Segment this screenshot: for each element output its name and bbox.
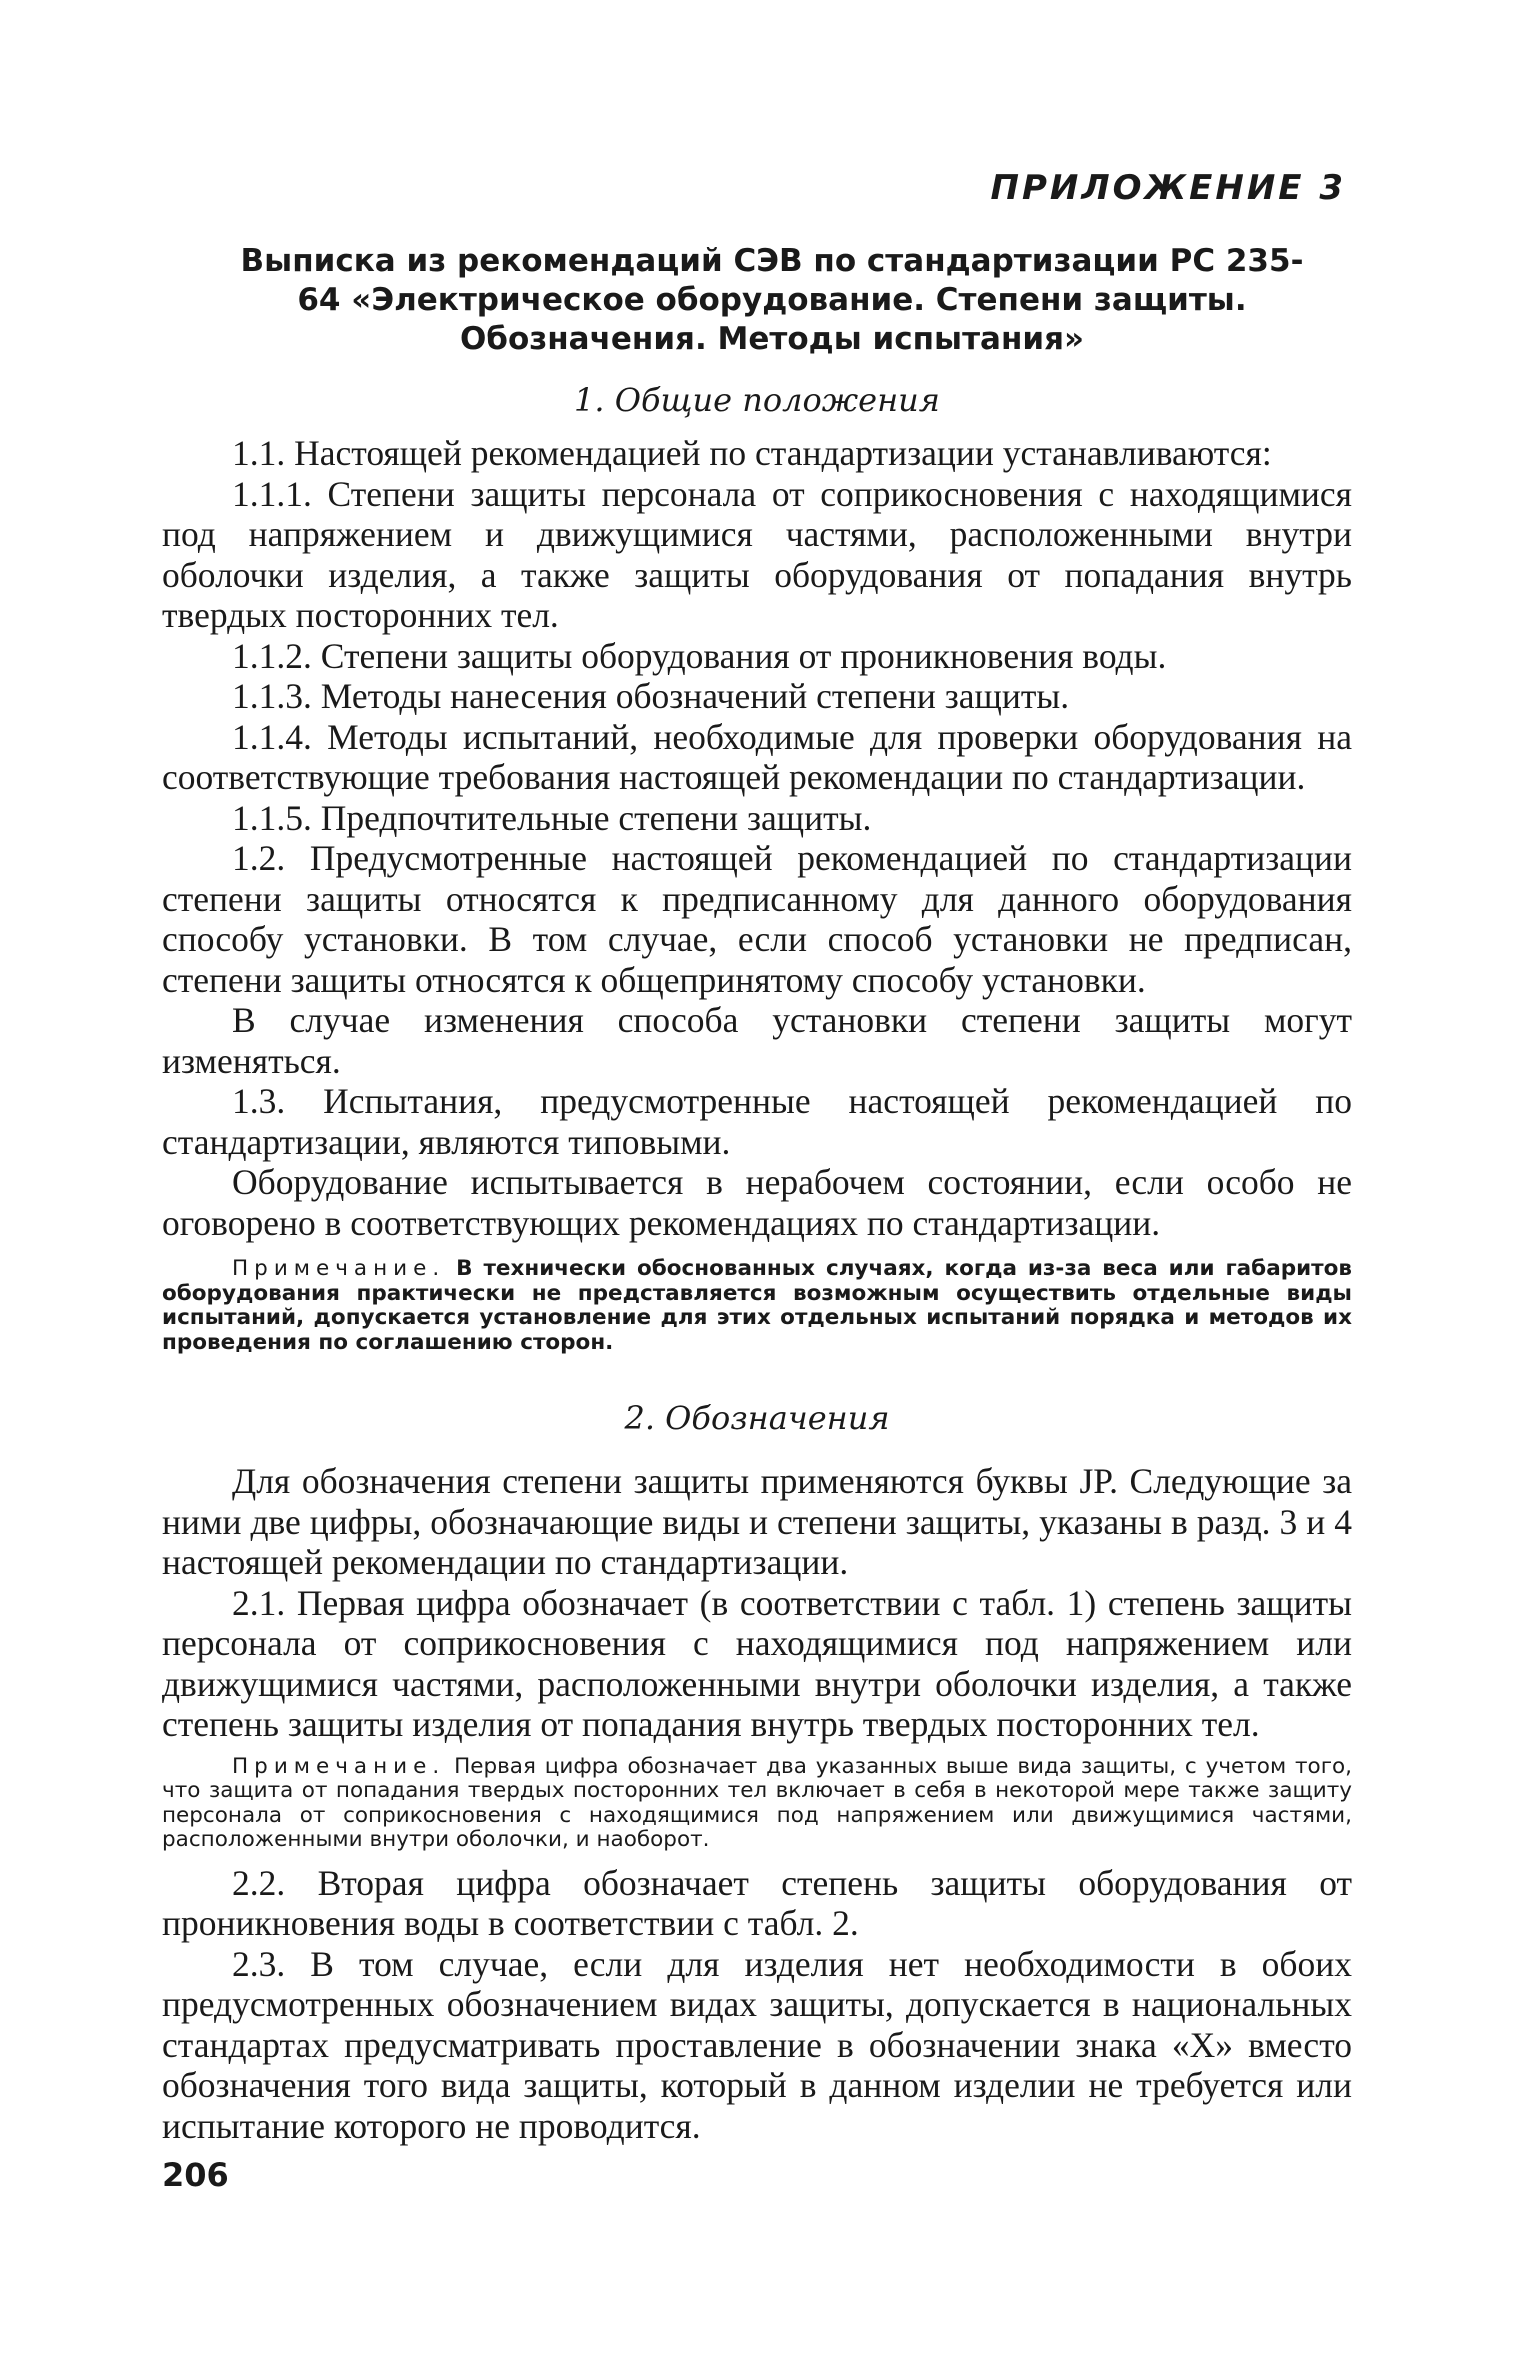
- section-2-note: [162, 1755, 1352, 1853]
- document-page: [162, 150, 1352, 2194]
- paragraph-2-1: 2.1. Первая цифра обозначает (в соответствии с табл. 1) степень защиты персонала от соприкосновения с находящимися под напряжением или движущимися частями, расположенными внутри оболочки изделия, а также степень защиты изделия от попадания внутрь твердых посторонних тел.: [162, 1582, 1352, 1744]
- paragraph-1-3: 1.3. Испытания, предусмотренные настоящей рекомендацией по стандартизации, являются типовыми.: [162, 1081, 1352, 1162]
- paragraph-2-3: 2.3. В том случае, если для изделия нет необходимости в обоих предусмотренных обозначением видах защиты, допускается в национальных стандартах предусматривать проставление в обозначении знака «Х» вместо обозначения того вида защиты, который в данном изделии не требуется или испытание которого не проводится.: [162, 1943, 1352, 2146]
- appendix-label: ПРИЛОЖЕНИЕ 3: [990, 168, 1346, 208]
- note-text: В технически обоснованных случаях, когда из-за веса или габаритов оборудования практически не представляется возможным осуществить отдельные виды испытаний, допускается установление для этих отдельных испытаний порядка и методов их проведения по соглашению сторон.: [162, 1256, 1352, 1355]
- paragraph-1-1-5: 1.1.5. Предпочтительные степени защиты.: [232, 797, 872, 838]
- paragraph-1-3-cont: Оборудование испытывается в нерабочем состоянии, если особо не оговорено в соответствующих рекомендациях по стандартизации.: [162, 1162, 1352, 1243]
- note-label: Примечание.: [232, 1256, 446, 1281]
- paragraph-1-2: 1.2. Предусмотренные настоящей рекомендацией по стандартизации степени защиты относятся к предписанному для данного оборудования способу установки. В том случае, если способ установки не предписан, степени защиты относятся к общепринятому способу установки.: [162, 838, 1352, 1000]
- paragraph-1-1-1: 1.1.1. Степени защиты персонала от соприкосновения с находящимися под напряжением и движущимися частями, расположенными внутри оболочки изделия, а также защиты оборудования от попадания внутрь твердых посторонних тел.: [162, 473, 1352, 635]
- paragraph-1-1-4: 1.1.4. Методы испытаний, необходимые для проверки оборудования на соответствующие требования настоящей рекомендации по стандартизации.: [162, 716, 1352, 797]
- paragraph-2-intro: Для обозначения степени защиты применяются буквы JP. Следующие за ними две цифры, обозначающие виды и степени защиты, указаны в разд. 3 и 4 настоящей рекомендации по стандартизации.: [162, 1461, 1352, 1582]
- section-1-heading: 1. Общие положения: [574, 381, 940, 419]
- paragraph-1-2-cont: В случае изменения способа установки степени защиты могут изменяться.: [162, 1000, 1352, 1081]
- page-number: 206: [162, 2156, 229, 2194]
- section-1-note: [162, 1257, 1352, 1355]
- section-2-heading: 2. Обозначения: [624, 1399, 890, 1437]
- note-text: Первая цифра обозначает два указанных выше вида защиты, с учетом того, что защита от попадания твердых посторонних тел включает в себя в некоторой мере также защиту персонала от соприкосновения с находящимися под напряжением или движущимися частями, расположенными внутри оболочки, и наоборот.: [162, 1753, 1352, 1852]
- paragraph-1-1: 1.1. Настоящей рекомендацией по стандартизации устанавливаются:: [232, 433, 1272, 473]
- document-title: Выписка из рекомендаций СЭВ по стандартизации РС 235-64 «Электрическое оборудование. Степени защиты. Обозначения. Методы испытания»: [240, 243, 1304, 357]
- paragraph-1-1-3: 1.1.3. Методы нанесения обозначений степени защиты.: [232, 676, 1070, 716]
- paragraph-2-2: 2.2. Вторая цифра обозначает степень защиты оборудования от проникновения воды в соответствии с табл. 2.: [162, 1862, 1352, 1943]
- note-label: Примечание.: [232, 1753, 446, 1779]
- paragraph-1-1-2: 1.1.2. Степени защиты оборудования от проникновения воды.: [232, 635, 1167, 676]
